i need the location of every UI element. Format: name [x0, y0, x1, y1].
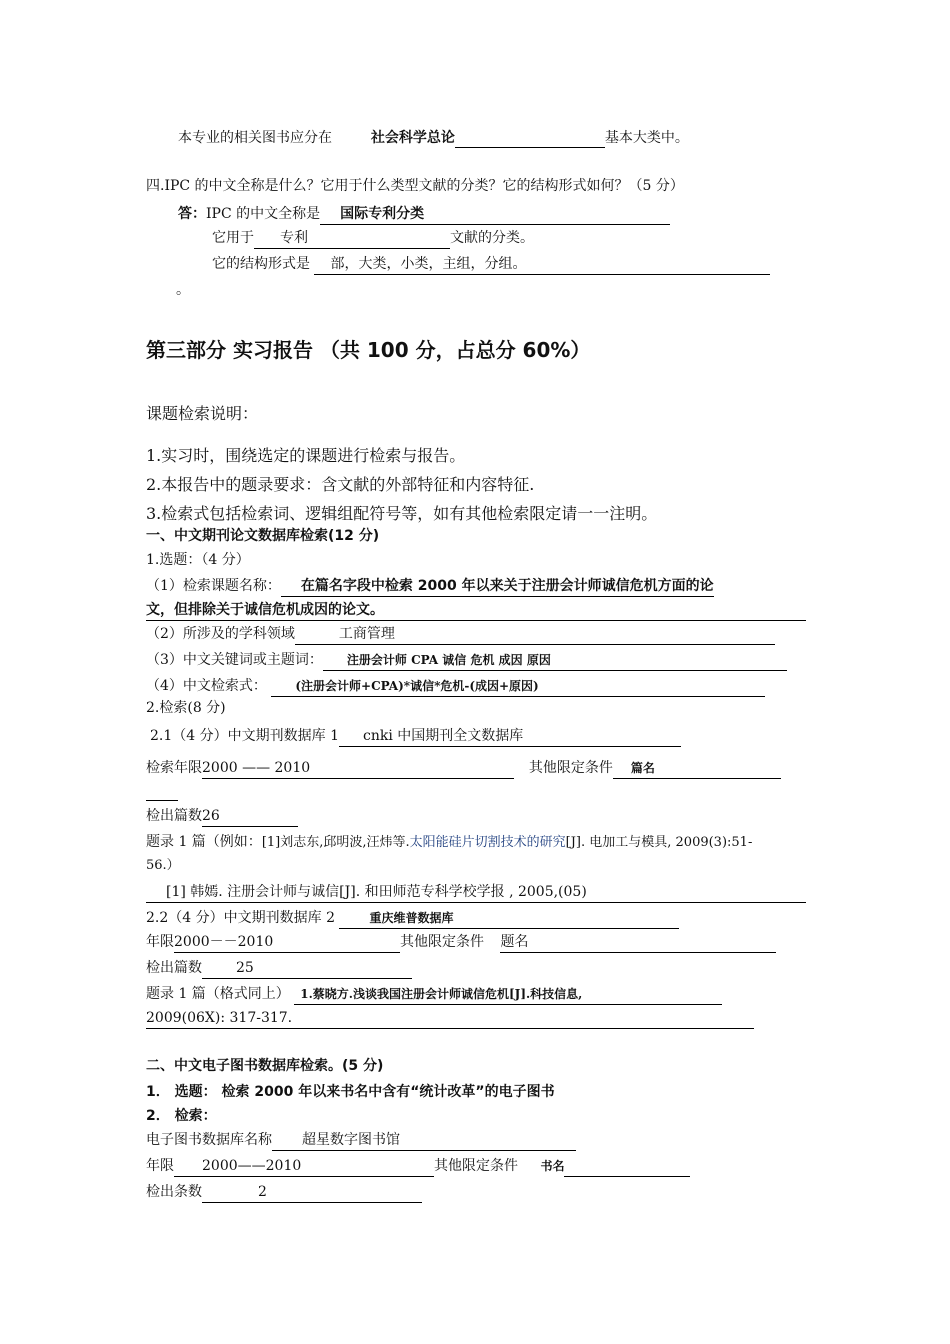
record-example-end: 56.） [146, 858, 180, 873]
fullname-value: 国际专利分类 [320, 204, 670, 225]
db2-value: 重庆维普数据库 [339, 908, 679, 929]
rule-2: 2.本报告中的题录要求：含文献的外部特征和内容特征. [146, 475, 535, 494]
record-example-source: [J]. 电加工与模具, 2009(3):51- [565, 835, 753, 850]
library-class-prefix: 本专业的相关图书应分在 [178, 130, 332, 146]
library-class-line [178, 128, 689, 148]
ebook-years-value: 2000——2010 [174, 1156, 434, 1177]
keyword-value: 注册会计师 CPA 诚信 危机 成因 原因 [323, 650, 787, 671]
ebook-other-value: 书名 [540, 1159, 565, 1173]
expr-label: （4）中文检索式： [146, 678, 267, 694]
rule-3: 3.检索式包括检索词、逻辑组配符号等，如有其他检索限定请一一注明。 [146, 504, 658, 523]
field-line [146, 624, 775, 645]
db2-line [146, 908, 679, 929]
ebook-count-line [146, 1182, 422, 1203]
topic-label: （1）检索课题名称： [146, 578, 281, 594]
item1-num: 1． [146, 1084, 170, 1100]
record-value: [1] 韩嫣. 注册会计师与诚信[J]. 和田师范专科学校学报 , 2005,(05) [146, 882, 806, 903]
record-value-line [146, 882, 806, 903]
record2-line [146, 984, 722, 1005]
item1-value: 检索 2000 年以来书名中含有“统计改革”的电子图书 [221, 1084, 555, 1100]
q4-question: 四.IPC 的中文全称是什么？它用于什么类型文献的分类？它的结构形式如何？（5 分） [146, 178, 684, 194]
record-example-line [146, 832, 752, 853]
count2-label: 检出篇数 [146, 960, 202, 976]
db1-line [150, 726, 681, 747]
db1-value: cnki 中国期刊全文数据库 [339, 726, 681, 747]
years-label: 检索年限 [146, 760, 202, 776]
topic-value-2: 文，但排除关于诚信危机成因的论文。 [146, 600, 806, 621]
field-label: （2）所涉及的学科领域 [146, 626, 295, 642]
count-line [146, 806, 298, 827]
years-continuation-underline [146, 800, 178, 801]
db2-label: 2.2（4 分）中文期刊数据库 2 [146, 910, 335, 926]
s2-item1 [146, 1082, 555, 1102]
s2-item2 [146, 1106, 217, 1126]
q4-fullname-line [178, 204, 670, 225]
ebook-other-label: 其他限定条件 [434, 1158, 518, 1174]
q4-struct-line [212, 254, 770, 275]
record-example-title: 太阳能硅片切割技术的研究 [409, 835, 566, 850]
topic-line-2 [146, 600, 806, 621]
db1-label: 2.1（4 分）中文期刊数据库 1 [150, 728, 339, 744]
rule-1: 1.实习时，围绕选定的课题进行检索与报告。 [146, 446, 466, 465]
expr-value: (注册会计师+CPA)*诚信*危机-(成因+原因) [271, 676, 765, 697]
count2-line [146, 958, 412, 979]
intro-title: 课题检索说明： [146, 404, 259, 423]
keyword-line [146, 650, 787, 671]
ebook-years-label: 年限 [146, 1158, 174, 1174]
years-line [146, 758, 781, 779]
topic-line-1 [146, 576, 714, 597]
record2-cont-line [146, 1008, 754, 1029]
years2-label: 年限 [146, 934, 174, 950]
q4-used-line [212, 228, 534, 249]
other-label: 其他限定条件 [528, 760, 613, 776]
library-class-underline [455, 133, 605, 148]
ebook-count-label: 检出条数 [146, 1184, 202, 1200]
expr-line [146, 676, 765, 697]
count-label: 检出篇数 [146, 808, 202, 824]
ebook-years-line [146, 1156, 690, 1177]
ebook-db-value: 超星数字图书馆 [272, 1130, 576, 1151]
item2-label: 检索： [174, 1108, 217, 1124]
field-value: 工商管理 [295, 624, 775, 645]
item2-num: 2． [146, 1108, 170, 1124]
used-value: 专利 [254, 228, 450, 249]
other-value: 篇名 [613, 758, 781, 779]
search-label: 2.检索(8 分) [146, 700, 226, 716]
item1-label: 选题： [174, 1084, 217, 1100]
struct-prefix: 它的结构形式是 [212, 256, 310, 272]
topic-value-1: 在篇名字段中检索 2000 年以来关于注册会计师诚信危机方面的论 [281, 576, 714, 597]
record-label: 题录 1 篇（例如： [146, 834, 262, 850]
library-class-value: 社会科学总论 [370, 130, 455, 146]
s1-heading: 一、中文期刊论文数据库检索(12 分) [146, 528, 380, 544]
select-label: 1.选题：（4 分） [146, 552, 250, 568]
struct-value: 部，大类，小类，主组，分组。 [314, 254, 770, 275]
used-prefix: 它用于 [212, 230, 254, 246]
years2-value: 2000－－2010 [174, 932, 400, 953]
library-class-suffix: 基本大类中。 [604, 130, 689, 146]
ebook-other-underline [564, 1162, 690, 1177]
years2-line [146, 932, 776, 953]
other2-label: 其他限定条件 [400, 934, 484, 950]
years-value: 2000 —— 2010 [202, 758, 514, 779]
part3-title: 第三部分 实习报告 （共 100 分，占总分 60%） [146, 338, 591, 362]
used-suffix: 文献的分类。 [450, 230, 534, 246]
answer-label: 答： [178, 206, 206, 222]
ebook-db-line [146, 1130, 576, 1151]
record2-value: 1.蔡晓方.浅谈我国注册会计师诚信危机[J].科技信息, [294, 984, 722, 1005]
q4-trail: 。 [176, 282, 190, 298]
count-value: 26 [202, 806, 298, 827]
record-example-authors: [1]刘志东,邱明波,汪炜等. [261, 835, 410, 850]
ebook-count-value: 2 [202, 1182, 422, 1203]
fullname-prefix: IPC 的中文全称是 [206, 206, 321, 222]
ebook-db-label: 电子图书数据库名称 [146, 1132, 272, 1148]
record2-label: 题录 1 篇（格式同上） [146, 986, 290, 1002]
keyword-label: （3）中文关键词或主题词： [146, 652, 323, 668]
other2-value: 题名 [500, 932, 776, 953]
count2-value: 25 [202, 958, 412, 979]
s2-heading: 二、中文电子图书数据库检索。(5 分) [146, 1058, 384, 1074]
record2-cont: 2009(06X): 317-317. [146, 1008, 754, 1029]
